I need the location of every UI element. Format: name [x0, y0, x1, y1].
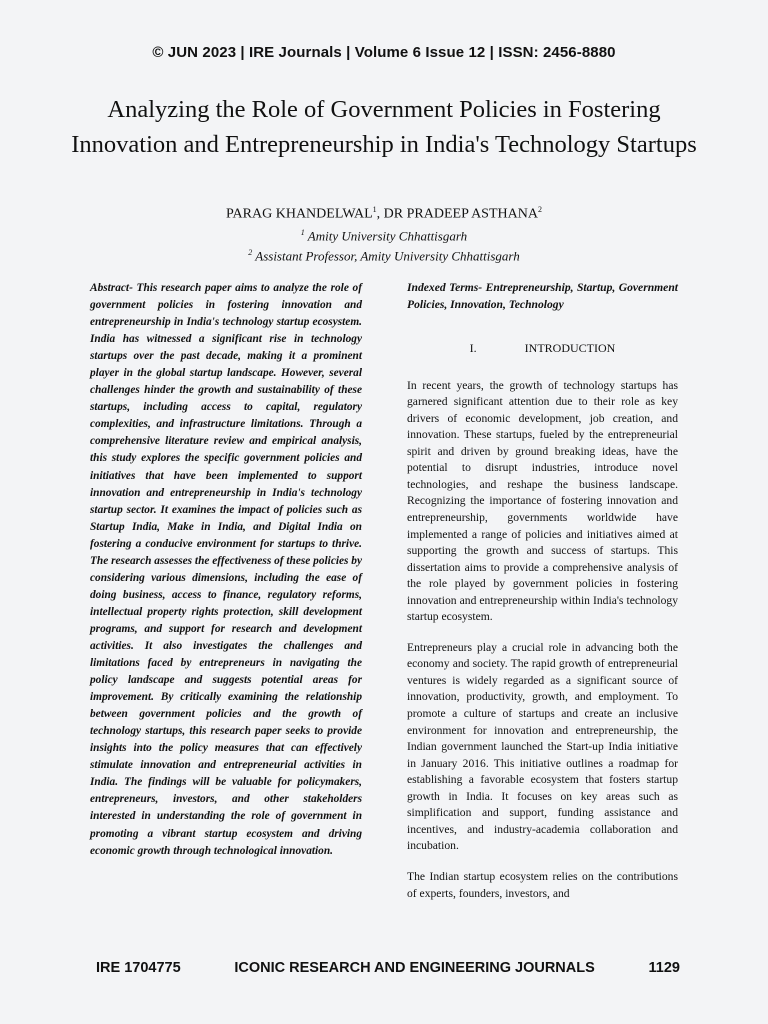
- author-name: DR PRADEEP ASTHANA: [383, 206, 538, 222]
- paper-title: Analyzing the Role of Government Policies in Fostering Innovation and Entrepreneurship in India's Technology Startups: [71, 96, 697, 158]
- indexed-terms: Indexed Terms- Entrepreneurship, Startup, Government Policies, Innovation, Technology: [407, 281, 678, 311]
- footer-page-number: 1129: [648, 960, 680, 976]
- section-heading: [407, 340, 678, 357]
- author-superscript: 2: [537, 205, 542, 214]
- abstract-column: [90, 280, 362, 860]
- affiliation-2: [0, 248, 768, 264]
- body-paragraph: Entrepreneurs play a crucial role in advancing both the economy and society. The rapid growth of entrepreneurial ventures is widely regarded as a significant source of innovation, productivity, growth, and employment. To promote a culture of startups and create an inclusive environment for innovation and entrepreneurship, the Indian government launched the Start-up India initiative in January 2016. This initiative outlines a roadmap for establishing a favorable ecosystem that fosters startup growth in India. It focuses on key areas such as simplification and support, funding assistance and incentives, and industry-academia collaboration and incubation.: [407, 640, 678, 853]
- section-number: I.: [469, 341, 477, 356]
- affiliation-superscript: 2: [248, 248, 253, 257]
- page-footer: [96, 960, 680, 976]
- affiliation-1: [0, 228, 768, 244]
- body-column: [407, 280, 678, 916]
- section-title: INTRODUCTION: [524, 341, 616, 356]
- footer-journal-name: ICONIC RESEARCH AND ENGINEERING JOURNALS: [234, 960, 595, 976]
- author-separator: ,: [376, 206, 384, 222]
- abstract-text: Abstract- This research paper aims to analyze the role of government policies in fostering innovation and entrepreneurship in India's technology startup ecosystem. India has witnessed a significant rise in technology startups over the past decade, making it a prominent player in the global startup landscape. However, several challenges hinder the growth and sustainability of these startups, including access to capital, regulatory complexities, and infrastructure limitations. Through a comprehensive literature review and empirical analysis, this study explores the specific government policies and initiatives that have been implemented to support innovation and entrepreneurship in India's technology startup sector. It examines the impact of policies such as Startup India, Make in India, and Digital India on fostering a conducive environment for startups to thrive. The research assesses the effectiveness of these policies by considering various dimensions, including the ease of doing business, access to finance, regulatory reforms, intellectual property rights protection, skill development programs, and support for research and development activities. It also investigates the challenges and limitations faced by entrepreneurs in navigating the policy landscape and suggests potential areas for improvement. By critically examining the relationship between government policies and the growth of technology startups, this research paper seeks to provide insights into the policy measures that can effectively stimulate innovation and entrepreneurial activities in India. The findings will be valuable for policymakers, entrepreneurs, investors, and other stakeholders interested in understanding the role of government in promoting a vibrant startup ecosystem and driving economic growth through technological innovation.: [90, 282, 362, 857]
- affiliation-text: Amity University Chhattisgarh: [304, 228, 468, 244]
- body-paragraph: In recent years, the growth of technology startups has garnered significant attention due to their role as key drivers of economic development, job creation, and innovation. These startups, fueled by the entrepreneurial spirit and driven by ground breaking ideas, have the potential to disrupt industries, introduce novel technologies, and reshape the business landscape. Recognizing the importance of fostering innovation and entrepreneurship, governments worldwide have implemented a range of policies and initiatives aimed at supporting the growth and success of startups. This dissertation aims to provide a comprehensive analysis of the role played by government policies in fostering innovation and entrepreneurship within India's technology startup ecosystem.: [407, 378, 678, 624]
- author-name: PARAG KHANDELWAL: [226, 206, 373, 222]
- author-line: [0, 205, 768, 223]
- author-superscript: 1: [372, 205, 377, 214]
- footer-article-id: IRE 1704775: [96, 960, 181, 976]
- journal-masthead: © JUN 2023 | IRE Journals | Volume 6 Issue 12 | ISSN: 2456-8880: [152, 44, 616, 61]
- affiliation-text: Assistant Professor, Amity University Chhattisgarh: [252, 248, 520, 264]
- affiliation-superscript: 1: [300, 228, 305, 237]
- body-paragraph: The Indian startup ecosystem relies on the contributions of experts, founders, investors, and: [407, 869, 678, 900]
